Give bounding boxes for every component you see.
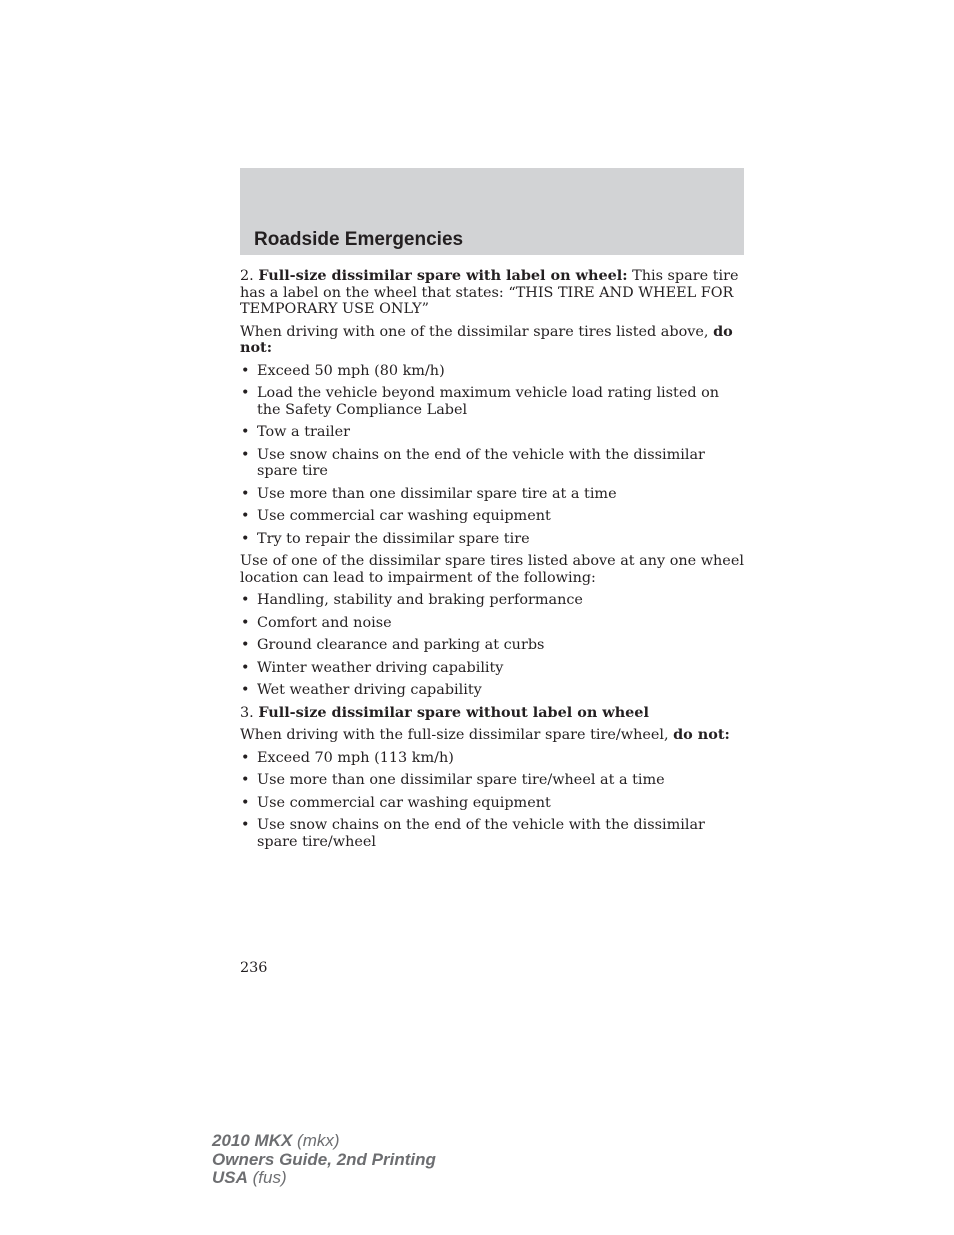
bullet-icon: • [241,817,250,833]
section-3-heading: Full-size dissimilar spare without label on wheel [258,703,649,721]
bullet-icon: • [241,508,250,524]
section-title: Roadside Emergencies [254,229,464,250]
do-not-list-1 [240,363,744,548]
section-2-number: 2. [240,268,254,284]
list-item-text: Exceed 50 mph (80 km/h) [257,362,445,379]
do-not-intro-2-bold: do not: [673,726,730,743]
list-item-text: Use commercial car washing equipment [257,508,551,524]
list-item-text: Use commercial car washing equipment [257,794,551,811]
list-item [240,637,744,654]
page-content [240,268,744,856]
bullet-icon: • [241,446,250,463]
footer-market-code: (fus) [247,1168,287,1187]
footer-line-3 [212,1169,436,1188]
list-item [240,531,744,548]
footer-printing: Owners Guide, 2nd Printing [212,1149,436,1169]
list-item-text: Load the vehicle beyond maximum vehicle load rating listed on the Safety Compliance Label [257,385,720,418]
bullet-icon: • [241,772,250,788]
section-3-paragraph [240,705,744,722]
bullet-icon: • [241,385,250,401]
section-2-paragraph [240,268,744,318]
do-not-intro-1-bold: do not: [240,322,733,356]
list-item-text: Exceed 70 mph (113 km/h) [257,749,454,766]
impairment-list [240,592,744,699]
list-item-text: Use more than one dissimilar spare tire at a time [257,485,617,502]
list-item [240,772,744,789]
list-item [240,795,744,812]
bullet-icon: • [241,424,250,440]
bullet-icon: • [241,614,250,631]
footer-model: 2010 MKX [212,1131,293,1150]
section-header-band [240,168,744,255]
list-item-text: Ground clearance and parking at curbs [257,637,545,653]
list-item-text: Handling, stability and braking performance [257,592,583,608]
list-item [240,592,744,609]
footer-line-2 [212,1151,436,1170]
list-item-text: Wet weather driving capability [257,682,482,698]
bullet-icon: • [241,659,250,676]
bullet-icon: • [241,637,250,653]
list-item [240,682,744,699]
list-item [240,817,744,850]
do-not-intro-1 [240,324,744,357]
list-item-text: Tow a trailer [257,424,351,440]
list-item-text: Try to repair the dissimilar spare tire [257,530,530,547]
list-item-text: Comfort and noise [257,614,392,631]
list-item-text: Use more than one dissimilar spare tire/wheel at a time [257,772,665,788]
bullet-icon: • [241,749,250,766]
list-item [240,750,744,767]
section-2-text: This spare tire has a label on the wheel that states: “THIS TIRE AND WHEEL FOR TEMPORARY USE ONLY” [240,268,739,317]
do-not-intro-1-text: When driving with one of the dissimilar spare tires listed above, [240,323,714,340]
list-item-text: Use snow chains on the end of the vehicle with the dissimilar spare tire [257,446,705,479]
list-item [240,508,744,525]
footer-market: USA [212,1168,248,1187]
document-footer [212,1132,436,1188]
list-item [240,447,744,480]
footer-model-code: (mkx) [292,1131,340,1150]
list-item [240,385,744,418]
list-item [240,660,744,677]
bullet-icon: • [241,794,250,811]
list-item [240,486,744,503]
do-not-list-2 [240,750,744,851]
list-item [240,363,744,380]
bullet-icon: • [241,530,250,547]
footer-line-1 [212,1132,436,1151]
bullet-icon: • [241,485,250,502]
section-2-heading: Full-size dissimilar spare with label on wheel: [258,267,628,284]
page-number: 236 [240,960,268,976]
bullet-icon: • [241,682,250,698]
section-3-number: 3. [240,704,254,721]
list-item [240,615,744,632]
list-item-text: Winter weather driving capability [257,659,504,676]
list-item [240,424,744,441]
do-not-intro-2 [240,727,744,744]
bullet-icon: • [241,592,250,608]
impairment-paragraph: Use of one of the dissimilar spare tires listed above at any one wheel location can lead to impairment of the following: [240,553,744,586]
bullet-icon: • [241,362,250,379]
do-not-intro-2-text: When driving with the full-size dissimilar spare tire/wheel, [240,727,674,743]
list-item-text: Use snow chains on the end of the vehicle with the dissimilar spare tire/wheel [257,817,705,850]
